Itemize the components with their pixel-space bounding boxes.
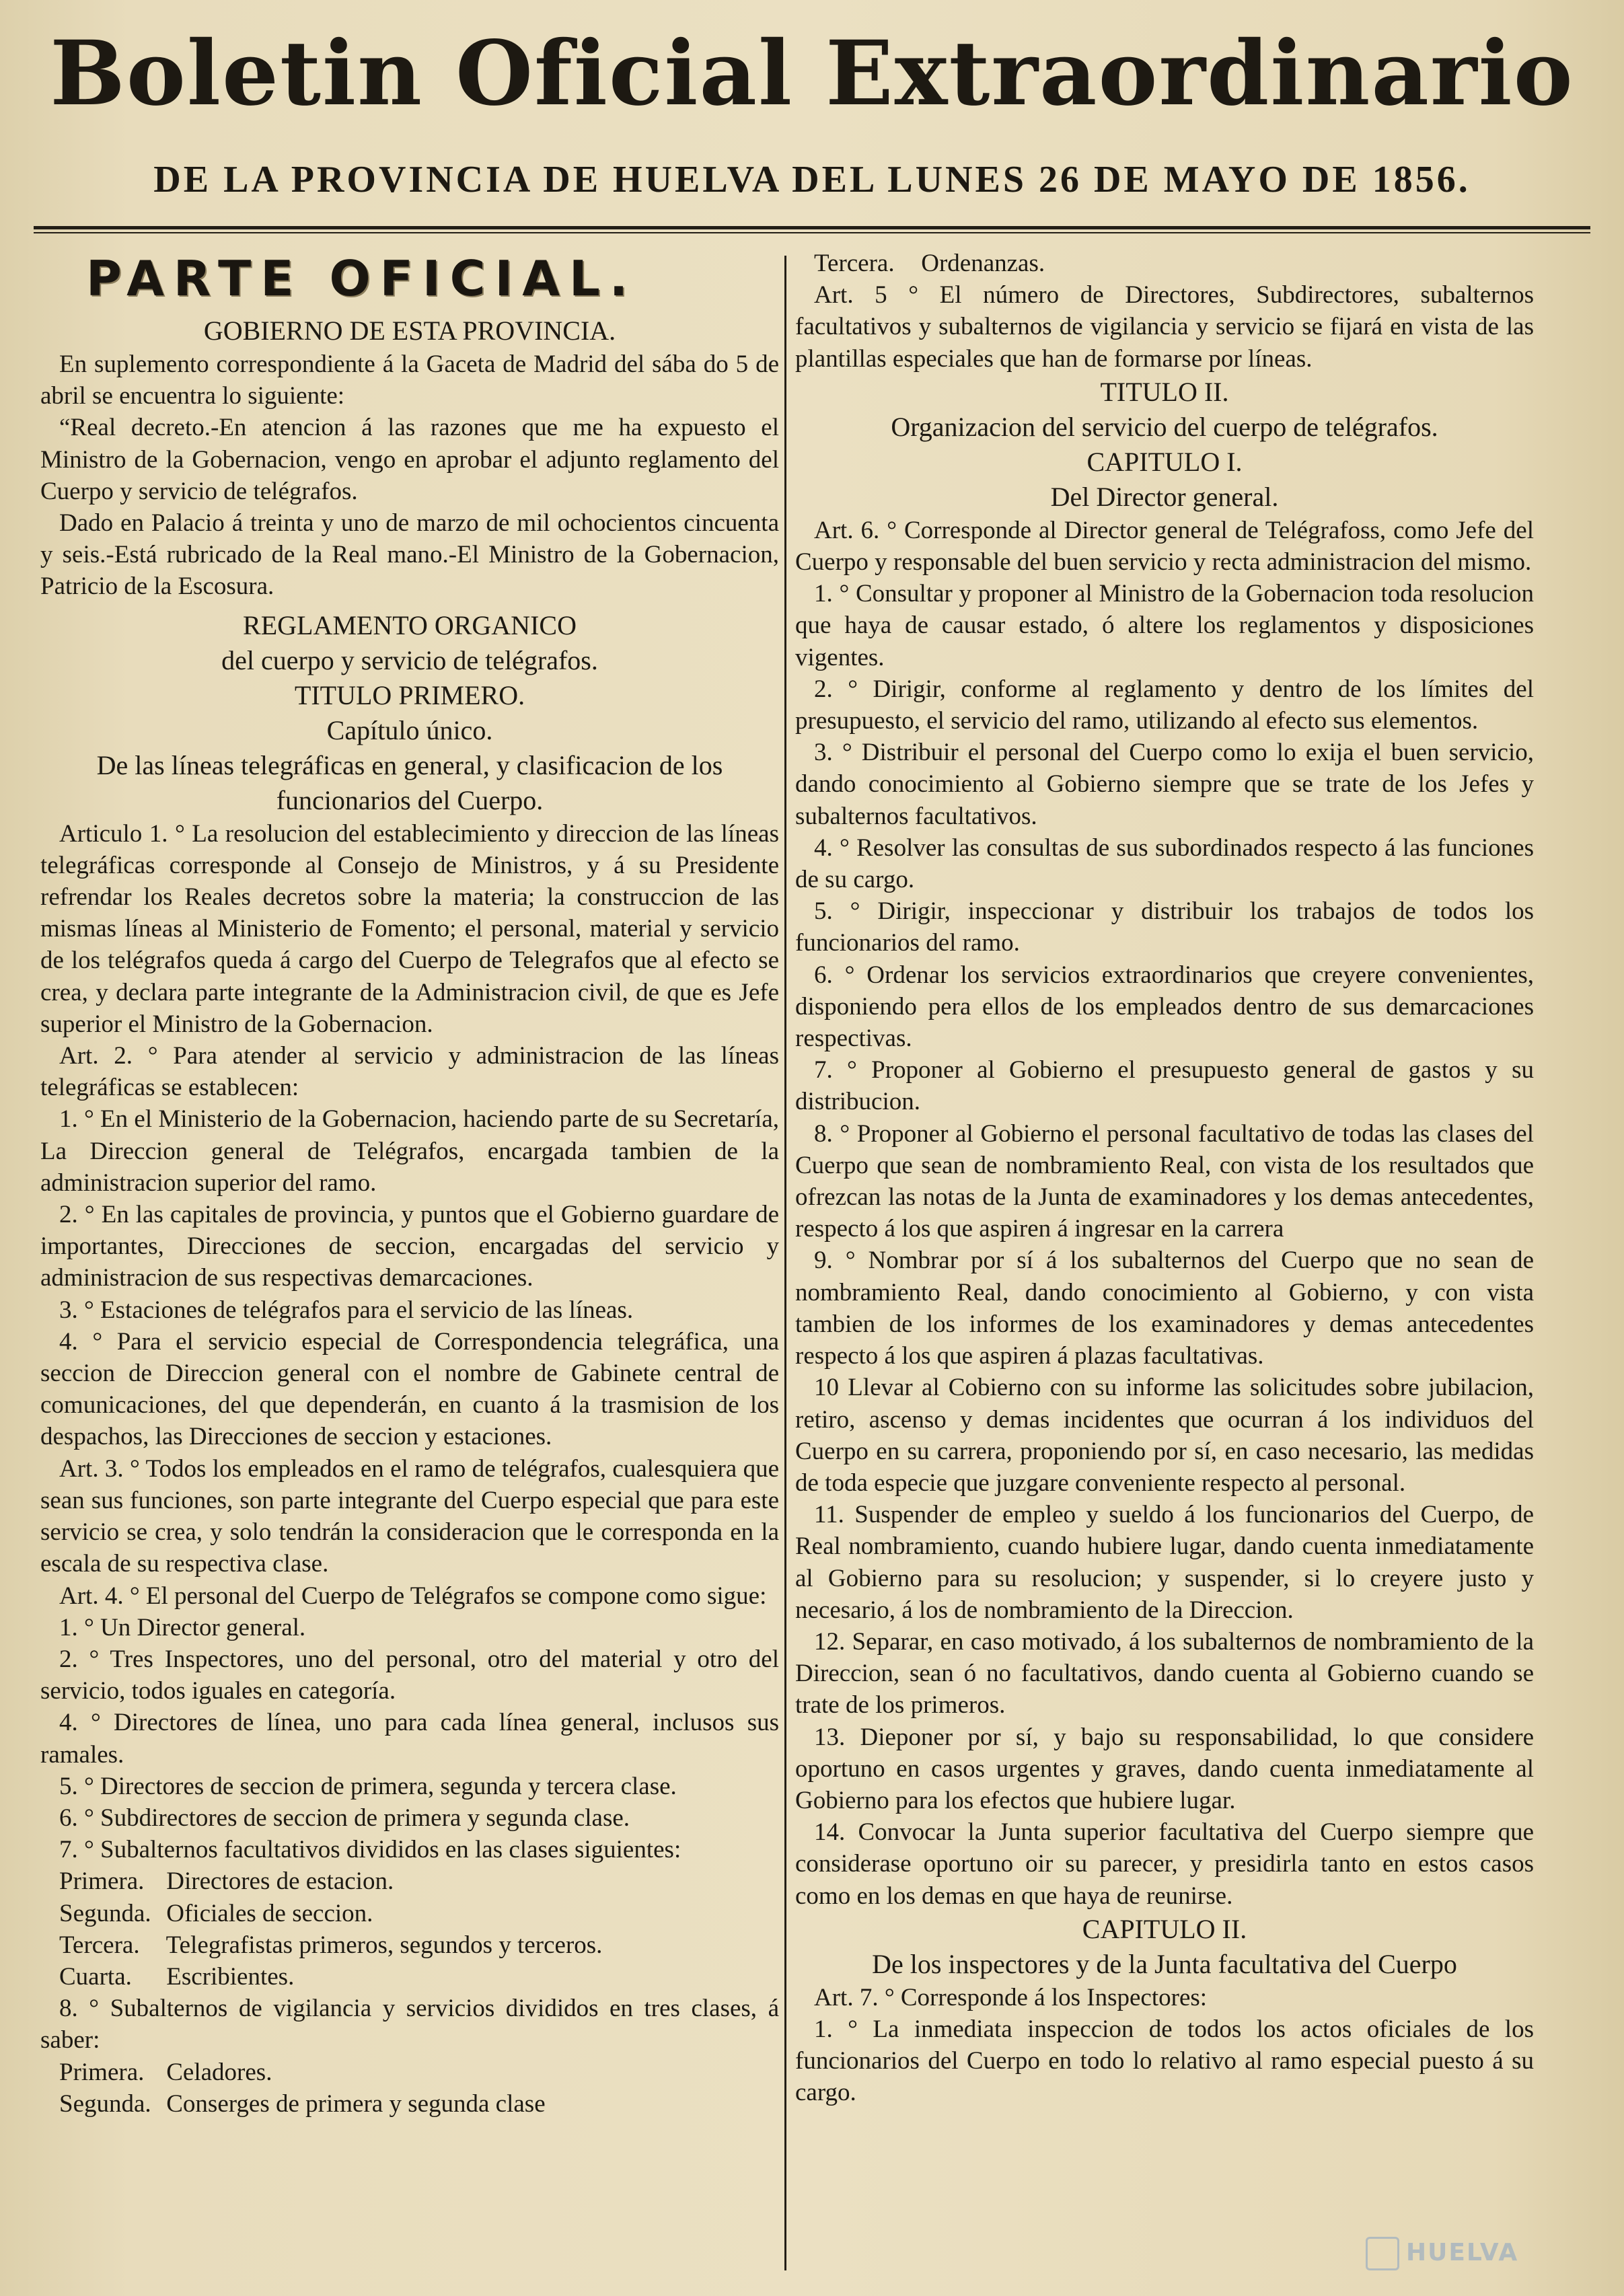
masthead-title: Boletin Oficial Extraordinario	[50, 22, 1574, 126]
article-6-item-3: 3. ° Distribuir el personal del Cuerpo como lo exija el buen servicio, dando conocimiento al Gobierno siempre que se trate de los Jefes y subalternos facultativos.	[795, 739, 1534, 830]
article-6-item-11: 11. Suspender de empleo y sueldo á los funcionarios del Cuerpo, de Real nombramiento, cuando hubiere lugar, dando cuenta inmediatamente al Gobierno para su resolucion; y suspender, si lo creyere justo y necesario, á los de nombramiento de la Direccion.	[795, 1501, 1534, 1624]
article-6-item-4: 4. ° Resolver las consultas de sus subordinados respecto á las funciones de su cargo.	[795, 834, 1534, 894]
class-label: Segunda.	[59, 2089, 151, 2118]
class-label: Tercera.	[59, 1931, 140, 1959]
organizacion-heading: Organizacion del servicio del cuerpo de telégrafos.	[891, 411, 1438, 442]
shield-logo-icon	[1366, 2237, 1399, 2270]
huelva-watermark	[1366, 2237, 1518, 2270]
class-list-item	[40, 2057, 779, 2088]
class-text: Ordenanzas.	[921, 250, 1045, 277]
class-list-item	[40, 1961, 779, 1993]
article-3: Art. 3. ° Todos los empleados en el ramo de telégrafos, cualesquiera que sean sus funciones, son parte integrante del Cuerpo especial que para este servicio se crea, y solo tendrán la consideracion que le corresponda en la escala de su respectiva clase.	[40, 1454, 779, 1578]
article-4: Art. 4. ° El personal del Cuerpo de Telégrafos se compone como sigue:	[59, 1582, 767, 1610]
article-2-item-4: 4. ° Para el servicio especial de Correspondencia telegráfica, una seccion de Direccion general con el nombre de Gabinete central de comunicaciones, del que dependerán, en cuanto á la trasmision de los despachos, las Direcciones de seccion y estaciones.	[40, 1327, 779, 1451]
class-label: Segunda.	[59, 1899, 151, 1927]
article-6-item-2: 2. ° Dirigir, conforme al reglamento y dentro de los límites del presupuesto, el servicio del ramo, utilizando al efecto sus elementos.	[795, 675, 1534, 735]
class-label: Primera.	[59, 1867, 145, 1896]
paragraph-real-decreto: “Real decreto.-En atencion á las razones que me ha expuesto el Ministro de la Gobernacion, vengo en aprobar el adjunto reglamento del Cuerpo y servicio de telégrafos.	[40, 414, 779, 505]
gobierno-heading: GOBIERNO DE ESTA PROVINCIA.	[203, 316, 616, 346]
class-text: Conserges de primera y segunda clase	[166, 2089, 546, 2118]
article-4-item-5: 5. ° Directores de seccion de primera, segunda y tercera clase.	[59, 1772, 677, 1800]
top-rule-thin	[34, 232, 1590, 233]
class-label: Cuarta.	[59, 1962, 132, 1991]
article-4-item-1: 1. ° Un Director general.	[59, 1613, 306, 1641]
watermark-text: HUELVA	[1406, 2239, 1519, 2266]
class-list-item	[40, 1898, 779, 1929]
class-text: Directores de estacion.	[166, 1867, 394, 1896]
article-6-item-9: 9. ° Nombrar por sí á los subalternos del Cuerpo que no sean de nombramiento Real, dando conocimiento al Gobierno, y con vista tambien de los informes de los examinadores y demas antecedentes respecto á los que aspiren á plazas facultativas.	[795, 1247, 1534, 1370]
class-list-item	[40, 1929, 779, 1961]
article-2-item-3: 3. ° Estaciones de telégrafos para el servicio de las líneas.	[59, 1296, 634, 1324]
reglamento-heading: REGLAMENTO ORGANICO	[243, 609, 577, 640]
top-rule	[34, 226, 1590, 229]
class-list-item	[795, 248, 1534, 279]
titulo-primero-heading: TITULO PRIMERO.	[294, 679, 525, 710]
del-director-heading: Del Director general.	[1050, 481, 1279, 512]
parte-oficial-heading: PARTE OFICIAL.	[86, 250, 638, 307]
article-6-item-12: 12. Separar, en caso motivado, á los subalternos de nombramiento de la Direccion, sean ó no facultativos, dando cuenta al Gobierno cuando se trate de los primeros.	[795, 1627, 1534, 1719]
de-las-lineas-heading: De las líneas telegráficas en general, y clasificacion de los funcionarios del Cuerpo.	[96, 749, 723, 815]
class-text: Oficiales de seccion.	[166, 1899, 373, 1927]
class-list-item	[40, 2088, 779, 2120]
class-text: Celadores.	[166, 2058, 272, 2086]
article-7: Art. 7. ° Corresponde á los Inspectores:	[814, 1983, 1208, 2011]
class-label: Tercera.	[814, 250, 895, 277]
class-text: Escribientes.	[166, 1962, 295, 1991]
article-4-item-7: 7. ° Subalternos facultativos divididos en las clases siguientes:	[59, 1836, 681, 1864]
class-list-item	[40, 1865, 779, 1897]
right-column	[795, 248, 1534, 2109]
titulo-ii-heading: TITULO II.	[1100, 376, 1229, 407]
column-divider	[784, 256, 786, 2270]
class-label: Primera.	[59, 2058, 145, 2086]
de-los-inspectores-heading: De los inspectores y de la Junta facultativa del Cuerpo	[872, 1948, 1457, 1979]
article-6-item-7: 7. ° Proponer al Gobierno el presupuesto general de gastos y su distribucion.	[795, 1056, 1534, 1116]
article-6-item-13: 13. Dieponer por sí, y bajo su responsabilidad, lo que considere oportuno en casos urgentes y graves, dando cuenta inmediatamente al Gobierno para los efectos que hubiere lugar.	[795, 1723, 1534, 1814]
article-6-item-10: 10 Llevar al Cobierno con su informe las solicitudes sobre jubilacion, retiro, ascenso y demas incidentes que ocurran á los individuos del Cuerpo en su carrera, proponiendo por sí, en caso necesario, las medidas de toda especie que juzgare conveniente respecto al personal.	[795, 1374, 1534, 1497]
class-text: Telegrafistas primeros, segundos y terceros.	[165, 1931, 603, 1959]
article-1: Articulo 1. ° La resolucion del establecimiento y direccion de las líneas telegráficas corresponde al Consejo de Ministros, y á su Presidente refrendar los Reales decretos sobre la materia; la construccion de las mismas líneas al Ministerio de Fomento; el personal, material y servicio de los telégrafos queda á cargo del Cuerpo de Telegrafos que al efecto se crea, y declara parte integrante de la Administracion civil, de que es Jefe superior el Ministro de la Gobernacion.	[40, 819, 779, 1038]
article-7-item-1: 1. ° La inmediata inspeccion de todos los actos oficiales de los funcionarios del Cuerpo en todo lo relativo al ramo especial puesto á su cargo.	[795, 2015, 1534, 2107]
article-4-item-4: 4. ° Directores de línea, uno para cada línea general, inclusos sus ramales.	[40, 1709, 779, 1769]
left-column	[40, 248, 779, 2120]
capitulo-ii-heading: CAPITULO II.	[1082, 1913, 1247, 1944]
article-6-item-14: 14. Convocar la Junta superior facultativa del Cuerpo siempre que considerase oportuno oir su parecer, y presidirla tanto en estos casos como en los demas en que haya de reunirse.	[795, 1818, 1534, 1910]
article-5: Art. 5 ° El número de Directores, Subdirectores, subalternos facultativos y subalternos de vigilancia y servicio se fijará en vista de las plantillas especiales que han de formarse por líneas.	[795, 281, 1534, 373]
article-4-item-2: 2. ° Tres Inspectores, uno del personal, otro del material y otro del servicio, todos iguales en categoría.	[40, 1645, 779, 1705]
article-4-item-6: 6. ° Subdirectores de seccion de primera y segunda clase.	[59, 1804, 630, 1832]
article-6-item-6: 6. ° Ordenar los servicios extraordinarios que creyere convenientes, disponiendo pera ellos de los empleados dentro de sus demarcaciones respectivas.	[795, 961, 1534, 1053]
masthead-subtitle: DE LA PROVINCIA DE HUELVA DEL LUNES 26 DE MAYO DE 1856.	[153, 159, 1471, 200]
capitulo-unico-heading: Capítulo único.	[326, 714, 493, 745]
paragraph-dado-en-palacio: Dado en Palacio á treinta y uno de marzo de mil ochocientos cincuenta y seis.-Está rubricado de la Real mano.-El Ministro de la Gobernacion, Patricio de la Escosura.	[40, 509, 779, 601]
article-6: Art. 6. ° Corresponde al Director general de Telégrafoss, como Jefe del Cuerpo y responsable del buen servicio y recta administracion del mismo.	[795, 516, 1534, 577]
capitulo-i-heading: CAPITULO I.	[1086, 446, 1243, 477]
article-6-item-5: 5. ° Dirigir, inspeccionar y distribuir los trabajos de todos los funcionarios del ramo.	[795, 897, 1534, 957]
article-6-item-8: 8. ° Proponer al Gobierno el personal facultativo de todas las clases del Cuerpo que sean de nombramiento Real, con vista de los resultados que ofrezcan las notas de la Junta de examinadores y los demas antecedentes, respecto á los que aspiren á ingresar en la carrera	[795, 1119, 1534, 1243]
article-6-item-1: 1. ° Consultar y proponer al Ministro de la Gobernacion toda resolucion que haya de causar estado, ó altere los reglamentos y disposiciones vigentes.	[795, 580, 1534, 671]
article-2-item-1: 1. ° En el Ministerio de la Gobernacion, haciendo parte de su Secretaría, La Direccion general de Telégrafos, encargada tambien de la administracion superior del ramo.	[40, 1105, 779, 1197]
article-2: Art. 2. ° Para atender al servicio y administracion de las líneas telegráficas se establecen:	[40, 1042, 779, 1102]
article-2-item-2: 2. ° En las capitales de provincia, y puntos que el Gobierno guardare de importantes, Direcciones de seccion, encargadas del servicio y administracion de sus respectivas demarcaciones.	[40, 1201, 779, 1292]
article-4-item-8: 8. ° Subalternos de vigilancia y servicios divididos en tres clases, á saber:	[40, 1995, 779, 2054]
del-cuerpo-subheading: del cuerpo y servicio de telégrafos.	[221, 644, 598, 675]
paragraph-suplemento: En suplemento correspondiente á la Gaceta de Madrid del sába do 5 de abril se encuentra lo siguiente:	[40, 350, 779, 410]
